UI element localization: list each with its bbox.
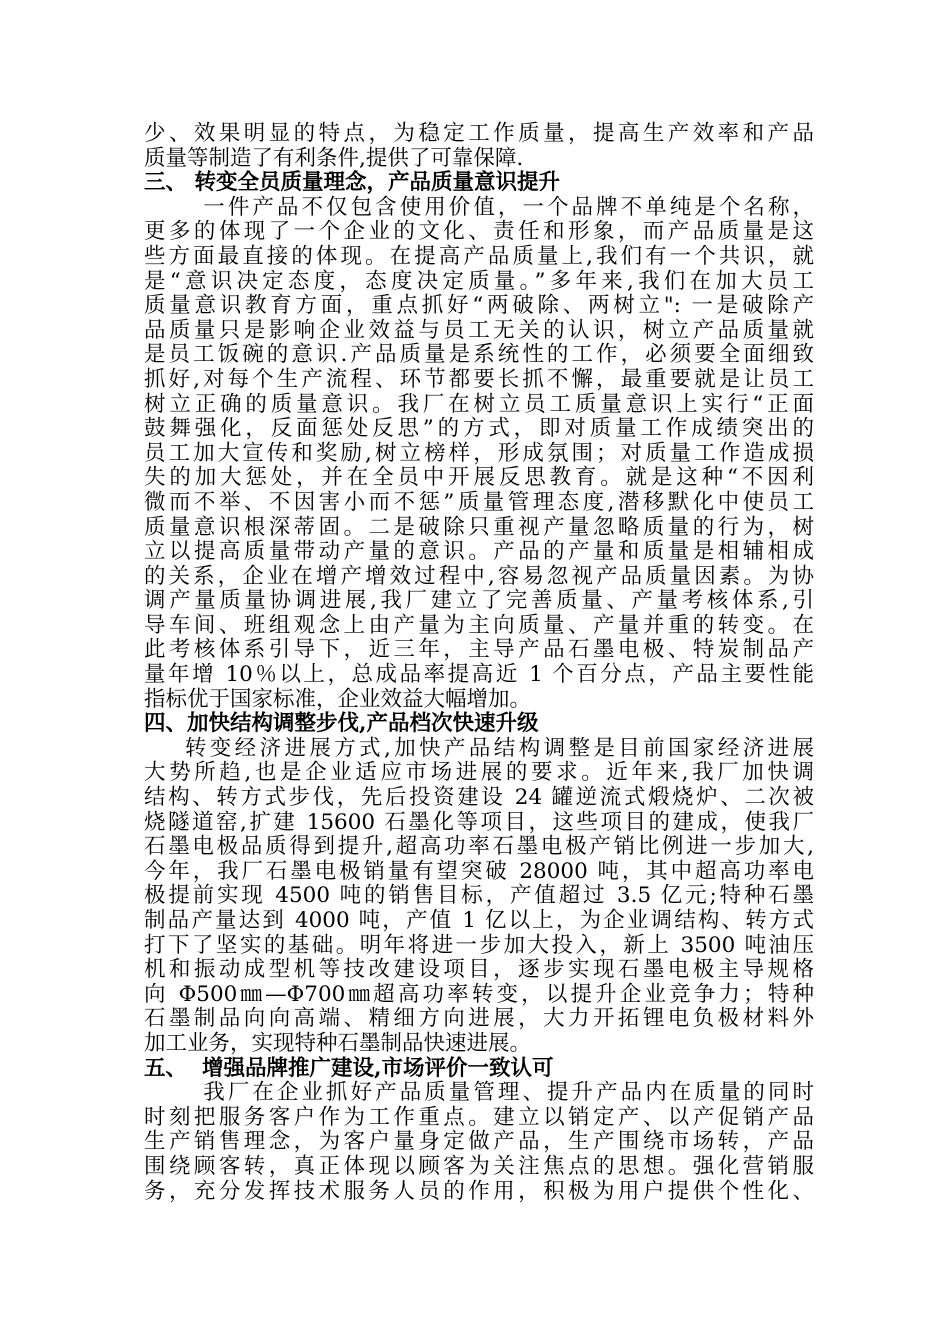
text-line: 调产量质量协调进展,我厂建立了完善质量、产量考核体系,引 xyxy=(144,588,814,614)
text-line: 大势所趋,也是企业适应市场进展的要求。近年来,我厂加快调 xyxy=(144,760,814,786)
text-line: 石墨制品向向高端、精细方向进展，大力开拓锂电负极材料外 xyxy=(144,1006,814,1032)
text-line: 打下了坚实的基础。明年将进一步加大投入，新上 3500 吨油压 xyxy=(144,932,814,958)
text-line: 我厂在企业抓好产品质量管理、提升产品内在质量的同时 xyxy=(144,1080,814,1106)
text-line: 烧隧道窑,扩建 15600 石墨化等项目，这些项目的建成，使我厂 xyxy=(144,809,814,835)
text-line: 是员工饭碗的意识.产品质量是系统性的工作，必须要全面细致 xyxy=(144,342,814,368)
text-line: 更多的体现了一个企业的文化、责任和形象，而产品质量是这 xyxy=(144,219,814,245)
text-line: 少、效果明显的特点，为稳定工作质量，提高生产效率和产品 xyxy=(144,121,814,146)
text-line: 立以提高质量带动产量的意识。产品的产量和质量是相辅相成 xyxy=(144,539,814,565)
section-heading: 三、 转变全员质量理念，产品质量意识提升 xyxy=(144,170,560,196)
text-line: 生产销售理念，为客户量身定做产品，生产围绕市场转，产品 xyxy=(144,1129,814,1155)
text-line: 时刻把服务客户作为工作重点。建立以销定产、以产促销产品 xyxy=(144,1104,814,1130)
text-line: 的关系，企业在增产增效过程中,容易忽视产品质量因素。为协 xyxy=(144,563,814,589)
text-line: 鼓舞强化，反面惩处反思”的方式，即对质量工作成绩突出的 xyxy=(144,416,814,442)
text-line: 些方面最直接的体现。在提高产品质量上,我们有一个共识，就 xyxy=(144,243,814,269)
text-line: 抓好,对每个生产流程、环节都要长抓不懈，最重要就是让员工 xyxy=(144,366,814,392)
text-line: 一件产品不仅包含使用价值，一个品牌不单纯是个名称， xyxy=(144,194,814,220)
text-line: 此考核体系引导下，近三年，主导产品石墨电极、特炭制品产 xyxy=(144,637,814,663)
section-heading: 四、加快结构调整步伐,产品档次快速升级 xyxy=(144,711,539,737)
text-line: 今年，我厂石墨电极销量有望突破 28000 吨，其中超高功率电 xyxy=(144,858,814,884)
text-line: 是“意识决定态度，态度决定质量。”多年来,我们在加大员工 xyxy=(144,268,814,294)
text-line: 失的加大惩处，并在全员中开展反思教育。就是这种“不因利 xyxy=(144,465,814,491)
text-line: 指标优于国家标准，企业效益大幅增加。 xyxy=(144,686,532,712)
text-line: 务，充分发挥技术服务人员的作用，积极为用户提供个性化、 xyxy=(144,1178,814,1204)
text-line: 导车间、班组观念上由产量为主向质量、产量并重的转变。在 xyxy=(144,612,814,638)
text-line: 极提前实现 4500 吨的销售目标，产值超过 3.5 亿元;特种石墨 xyxy=(144,883,814,909)
text-line: 向 Φ500㎜—Φ700㎜超高功率转变，以提升企业竞争力；特种 xyxy=(144,981,814,1007)
document-page xyxy=(144,122,814,1204)
text-line: 质量意识根深蒂固。二是破除只重视产量忽略质量的行为，树 xyxy=(144,514,814,540)
text-line: 机和振动成型机等技改建设项目，逐步实现石墨电极主导规格 xyxy=(144,957,814,983)
text-line: 员工加大宣传和奖励,树立榜样，形成氛围；对质量工作造成损 xyxy=(144,440,814,466)
text-line: 制品产量达到 4000 吨，产值 1 亿以上，为企业调结构、转方式 xyxy=(144,908,814,933)
text-line: 围绕顾客转，真正体现以顾客为关注焦点的思想。强化营销服 xyxy=(144,1153,814,1179)
text-line: 质量等制造了有利条件,提供了可靠保障. xyxy=(144,145,524,171)
text-line: 加工业务，实现特种石墨制品快速进展。 xyxy=(144,1030,532,1056)
text-line: 微而不举、不因害小而不惩”质量管理态度,潜移默化中使员工 xyxy=(144,489,814,515)
text-line: 量年增 10％以上，总成品率提高近 1 个百分点，产品主要性能 xyxy=(144,662,814,688)
text-line: 树立正确的质量意识。我厂在树立员工质量意识上实行“正面 xyxy=(144,391,814,417)
text-line: 质量意识教育方面，重点抓好“两破除、两树立": 一是破除产 xyxy=(144,293,814,319)
section-heading: 五、 增强品牌推广建设,市场评价一致认可 xyxy=(144,1055,554,1081)
text-line: 转变经济进展方式,加快产品结构调整是目前国家经济进展 xyxy=(144,735,814,761)
text-line: 石墨电极品质得到提升,超高功率石墨电极产销比例进一步加大, xyxy=(144,834,814,860)
text-line: 结构、转方式步伐，先后投资建设 24 罐逆流式煅烧炉、二次被 xyxy=(144,785,814,811)
text-line: 品质量只是影响企业效益与员工无关的认识，树立产品质量就 xyxy=(144,317,814,343)
